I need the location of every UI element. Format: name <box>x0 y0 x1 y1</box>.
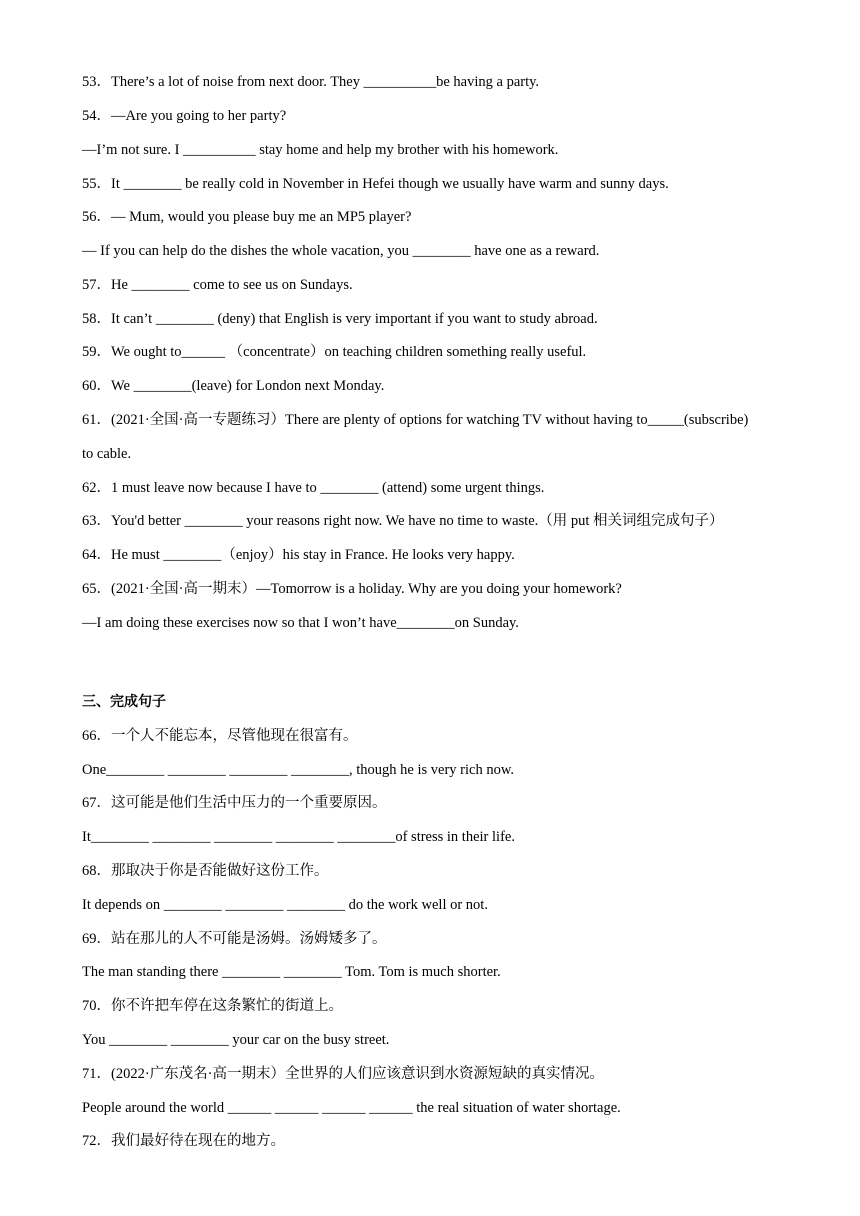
question-64: 64．He must ________（enjoy）his stay in France. He looks very happy. <box>82 547 515 563</box>
question-72-prompt: 72．我们最好待在现在的地方。 <box>82 1133 285 1149</box>
question-65: 65．(2021·全国·高一期末）—Tomorrow is a holiday. Why are you doing your homework? <box>82 581 622 597</box>
question-69-prompt: 69．站在那儿的人不可能是汤姆。汤姆矮多了。 <box>82 931 387 947</box>
question-70-sentence: You ________ ________ your car on the busy street. <box>82 1032 390 1048</box>
question-55: 55．It ________ be really cold in November in Hefei though we usually have warm and sunny days. <box>82 176 669 192</box>
question-56: 56．— Mum, would you please buy me an MP5 player? <box>82 209 412 225</box>
question-53: 53．There’s a lot of noise from next door. They __________be having a party. <box>82 74 540 90</box>
question-71-sentence: People around the world ______ ______ ______ ______ the real situation of water shortage. <box>82 1100 621 1116</box>
question-54: 54．—Are you going to her party? <box>82 108 287 124</box>
question-57: 57．He ________ come to see us on Sundays. <box>82 277 353 293</box>
question-66-prompt: 66．一个人不能忘本，尽管他现在很富有。 <box>82 728 358 744</box>
question-65-answer-line: —I am doing these exercises now so that I won’t have________on Sunday. <box>82 615 519 631</box>
question-59: 59．We ought to______ （concentrate）on teaching children something really useful. <box>82 344 587 360</box>
question-66-sentence: One________ ________ ________ ________, though he is very rich now. <box>82 762 515 778</box>
question-67-prompt: 67．这可能是他们生活中压力的一个重要原因。 <box>82 795 387 811</box>
question-54-answer-line: —I’m not sure. I __________ stay home and help my brother with his homework. <box>82 142 559 158</box>
question-61-continuation: to cable. <box>82 446 132 462</box>
question-68-sentence: It depends on ________ ________ ________ do the work well or not. <box>82 897 488 913</box>
question-71-prompt: 71．(2022·广东茂名·高一期末）全世界的人们应该意识到水资源短缺的真实情况。 <box>82 1066 604 1082</box>
question-70-prompt: 70．你不许把车停在这条繁忙的街道上。 <box>82 998 343 1014</box>
section-three-heading: 三、完成句子 <box>82 694 166 710</box>
question-61: 61．(2021·全国·高一专题练习）There are plenty of options for watching TV without having to_____(subscribe) <box>82 412 749 428</box>
question-63: 63．You'd better ________ your reasons right now. We have no time to waste.（用 put 相关词组完成句子） <box>82 513 724 529</box>
question-58: 58．It can’t ________ (deny) that English is very important if you want to study abroad. <box>82 311 598 327</box>
question-62: 62．1 must leave now because I have to ________ (attend) some urgent things. <box>82 480 545 496</box>
question-56-answer-line: — If you can help do the dishes the whole vacation, you ________ have one as a reward. <box>82 243 600 259</box>
question-60: 60．We ________(leave) for London next Monday. <box>82 378 385 394</box>
question-68-prompt: 68．那取决于你是否能做好这份工作。 <box>82 863 329 879</box>
question-67-sentence: It________ ________ ________ ________ ________of stress in their life. <box>82 829 515 845</box>
question-69-sentence: The man standing there ________ ________ Tom. Tom is much shorter. <box>82 964 501 980</box>
